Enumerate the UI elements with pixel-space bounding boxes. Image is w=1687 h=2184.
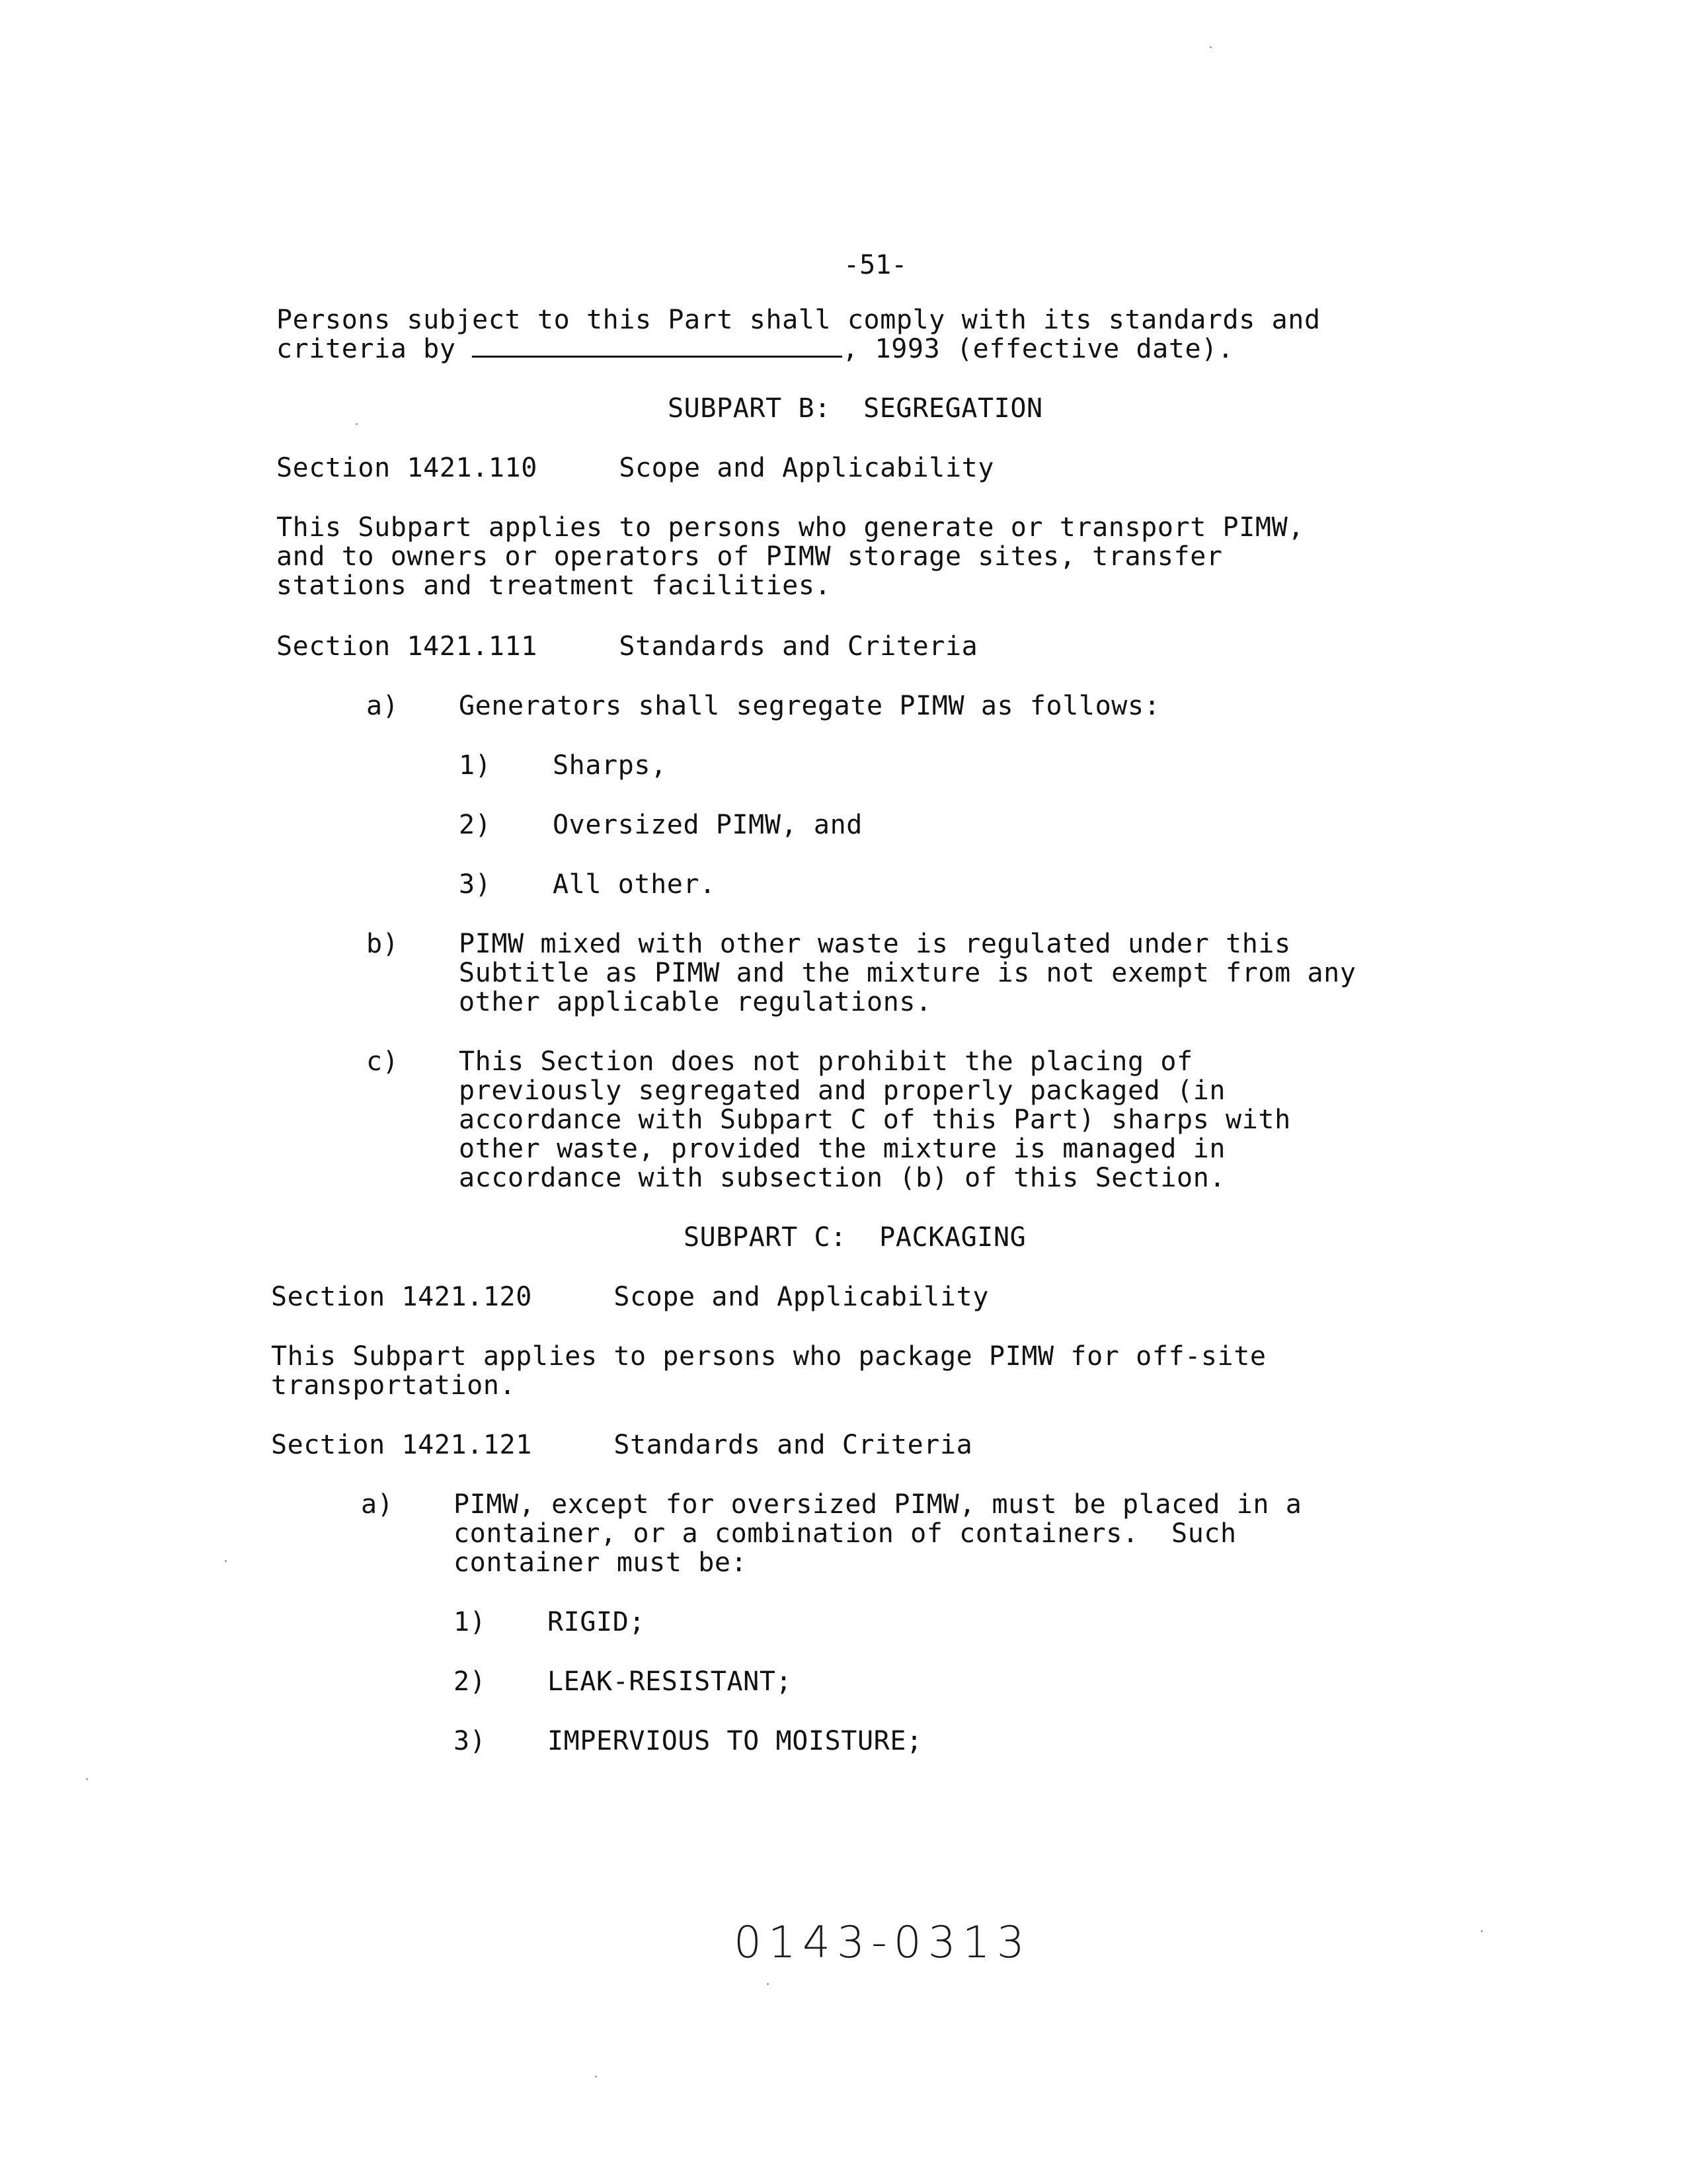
- effective-date-prefix: criteria by: [276, 334, 473, 364]
- section-111-b-line-3: other applicable regulations.: [459, 987, 932, 1017]
- section-111-b-line-1: PIMW mixed with other waste is regulated under this: [459, 929, 1291, 959]
- section-1421-121-title: Section 1421.121 Standards and Criteria: [271, 1430, 973, 1460]
- subpart-b-heading: SUBPART B: SEGREGATION: [668, 393, 1043, 424]
- effective-date-line-2: [276, 334, 1234, 364]
- section-111-a-item-1-label: 1): [459, 750, 492, 781]
- section-121-a-item-3-text: IMPERVIOUS TO MOISTURE;: [547, 1726, 923, 1756]
- scan-speck: [356, 423, 358, 425]
- section-121-a-line-3: container must be:: [453, 1547, 748, 1578]
- section-111-a-item-2-text: Oversized PIMW, and: [553, 810, 863, 840]
- section-111-c-line-2: previously segregated and properly packaged (in: [459, 1075, 1226, 1106]
- scan-speck: [225, 1560, 227, 1562]
- section-121-a-line-1: PIMW, except for oversized PIMW, must be placed in a: [453, 1489, 1302, 1520]
- section-111-a-label: a): [366, 691, 399, 721]
- section-120-body-line-1: This Subpart applies to persons who package PIMW for off-site: [271, 1341, 1267, 1372]
- subpart-c-heading: SUBPART C: PACKAGING: [684, 1222, 1027, 1253]
- section-121-a-line-2: container, or a combination of containers. Such: [453, 1518, 1237, 1549]
- section-111-a-item-1-text: Sharps,: [553, 750, 667, 781]
- section-1421-111-title: Section 1421.111 Standards and Criteria: [276, 631, 978, 662]
- section-121-a-item-3-label: 3): [453, 1726, 487, 1756]
- section-110-body-line-3: stations and treatment facilities.: [276, 570, 832, 601]
- document-control-number: 0143-0313: [734, 1917, 1031, 1968]
- section-111-c-line-5: accordance with subsection (b) of this Section.: [459, 1163, 1226, 1193]
- section-121-a-item-1-text: RIGID;: [547, 1607, 646, 1637]
- section-121-a-item-2-label: 2): [453, 1666, 487, 1697]
- section-121-a-item-1-label: 1): [453, 1607, 487, 1637]
- section-1421-120-title: Section 1421.120 Scope and Applicability: [271, 1282, 990, 1312]
- section-121-a-label: a): [361, 1489, 394, 1520]
- section-111-a-item-3-text: All other.: [553, 869, 716, 900]
- effective-date-line-1: Persons subject to this Part shall comply with its standards and: [276, 305, 1321, 335]
- section-111-c-line-3: accordance with Subpart C of this Part) sharps with: [459, 1105, 1291, 1135]
- section-111-b-line-2: Subtitle as PIMW and the mixture is not exempt from any: [459, 958, 1356, 988]
- scan-speck: [595, 2076, 597, 2078]
- scan-speck: [1210, 46, 1212, 48]
- section-120-body-line-2: transportation.: [271, 1370, 516, 1401]
- scan-speck: [86, 1778, 88, 1780]
- section-110-body-line-2: and to owners or operators of PIMW storage sites, transfer: [276, 541, 1223, 572]
- section-110-body-line-1: This Subpart applies to persons who generate or transport PIMW,: [276, 512, 1304, 543]
- scan-speck: [1481, 1930, 1483, 1932]
- section-111-c-line-1: This Section does not prohibit the placing of: [459, 1046, 1193, 1077]
- section-111-a-item-3-label: 3): [459, 869, 492, 900]
- section-111-a-text: Generators shall segregate PIMW as follows:: [459, 691, 1161, 721]
- section-111-c-line-4: other waste, provided the mixture is managed in: [459, 1134, 1226, 1164]
- section-1421-110-title: Section 1421.110 Scope and Applicability: [276, 453, 995, 483]
- section-121-a-item-2-text: LEAK-RESISTANT;: [547, 1666, 793, 1697]
- effective-date-blank: [472, 337, 842, 358]
- effective-date-suffix: , 1993 (effective date).: [842, 334, 1234, 364]
- section-111-a-item-2-label: 2): [459, 810, 492, 840]
- scan-speck: [767, 1983, 769, 1985]
- page-number: -51-: [844, 250, 908, 280]
- section-111-c-label: c): [366, 1046, 399, 1077]
- section-111-b-label: b): [366, 929, 399, 959]
